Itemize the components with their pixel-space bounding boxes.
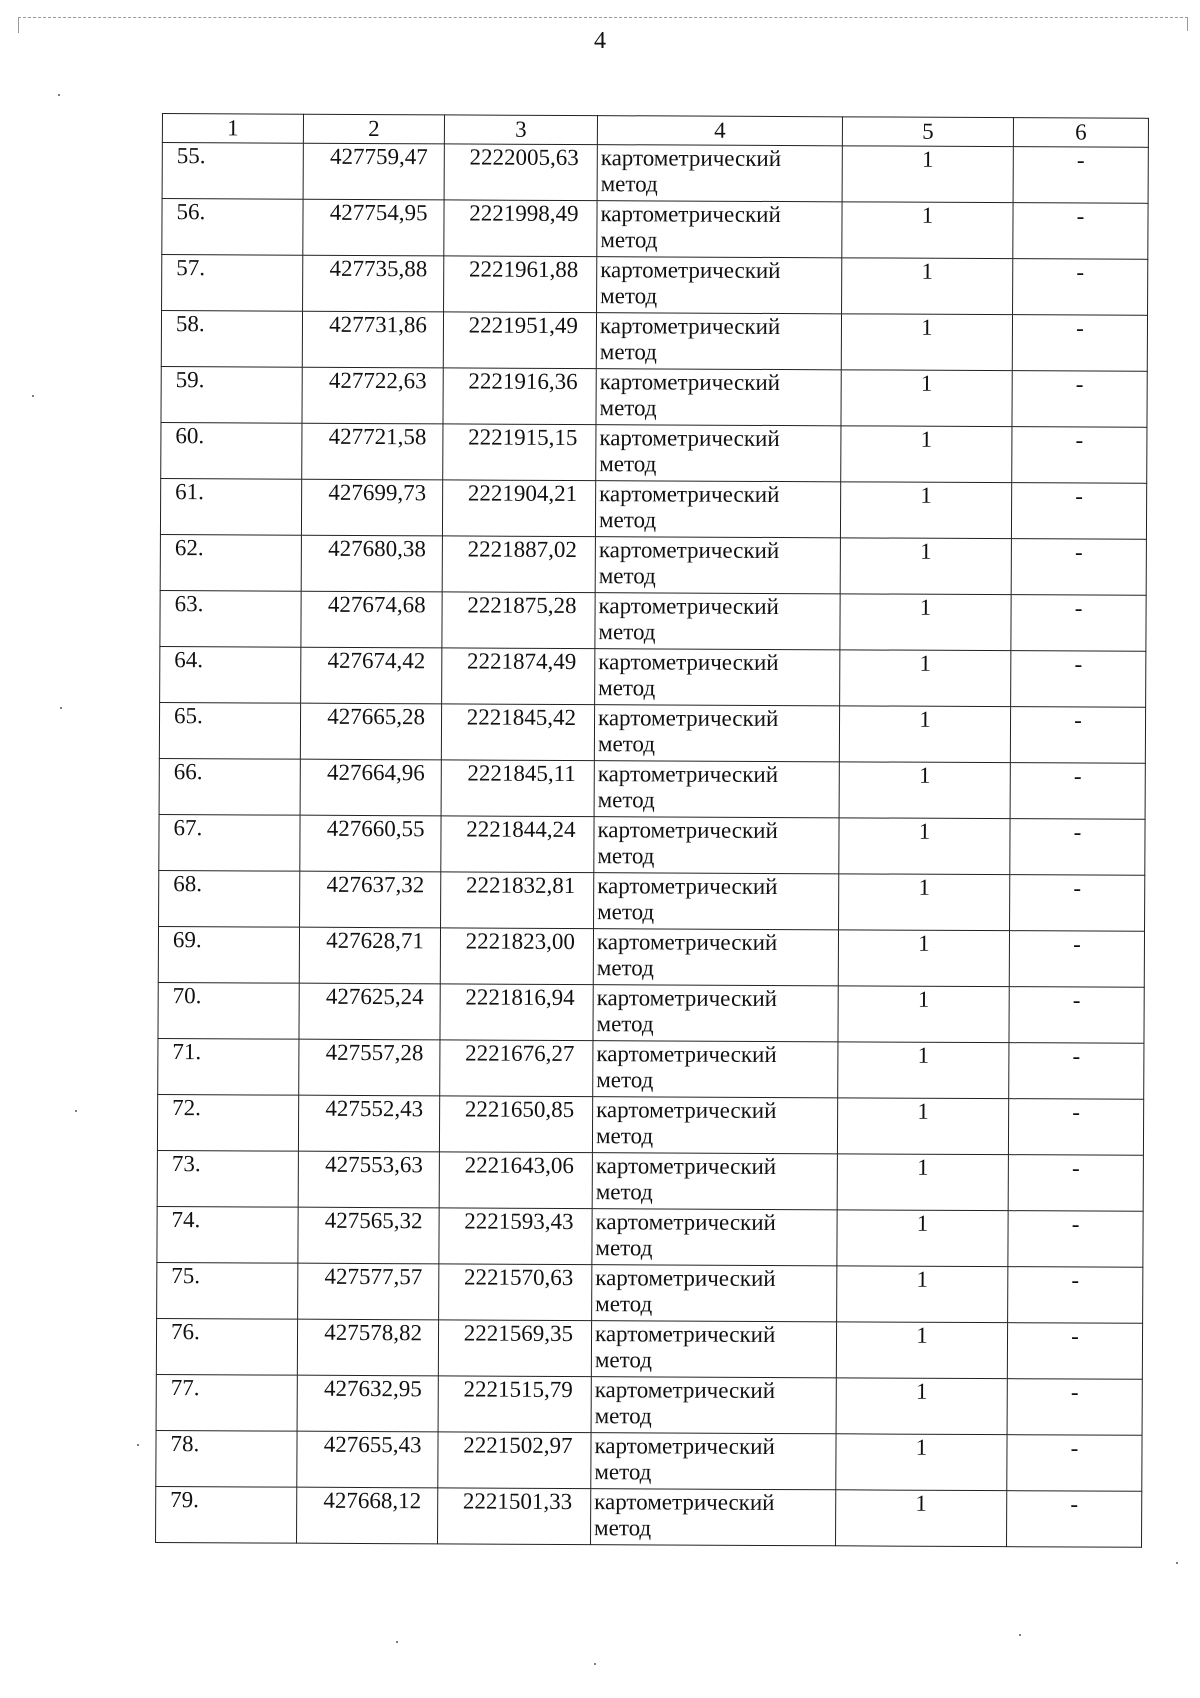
- column-6-cell: -: [1008, 1099, 1143, 1156]
- x-coordinate-cell: 427553,63: [298, 1151, 439, 1208]
- point-number-cell: 78.: [156, 1430, 297, 1487]
- point-number-cell: 55.: [162, 143, 303, 200]
- x-coordinate-cell: 427632,95: [297, 1375, 438, 1432]
- method-cell: картометрический метод: [592, 1265, 837, 1322]
- column-5-cell: 1: [837, 1098, 1008, 1155]
- column-6-cell: -: [1007, 1323, 1142, 1380]
- column-5-cell: 1: [839, 706, 1010, 763]
- table-row: [157, 1094, 1143, 1155]
- point-number-cell: 60.: [161, 422, 302, 479]
- x-coordinate-cell: 427735,88: [303, 255, 444, 312]
- x-coordinate-cell: 427565,32: [298, 1207, 439, 1264]
- table-body: [156, 143, 1149, 1548]
- method-cell: картометрический метод: [596, 425, 841, 482]
- x-coordinate-cell: 427680,38: [301, 535, 442, 592]
- method-cell: картометрический метод: [595, 537, 840, 594]
- x-coordinate-cell: 427578,82: [297, 1319, 438, 1376]
- point-number-cell: 63.: [160, 590, 301, 647]
- column-6-cell: -: [1013, 147, 1148, 204]
- column-6-cell: -: [1011, 651, 1146, 708]
- coordinates-table: [155, 113, 1149, 1548]
- table-row: [162, 255, 1148, 316]
- column-6-cell: -: [1010, 763, 1145, 820]
- point-number-cell: 56.: [162, 199, 303, 256]
- point-number-cell: 70.: [158, 982, 299, 1039]
- y-coordinate-cell: 2221874,49: [442, 648, 595, 705]
- column-6-cell: -: [1010, 875, 1145, 932]
- column-6-cell: -: [1011, 539, 1146, 596]
- column-6-cell: -: [1012, 315, 1147, 372]
- scan-speck: [60, 707, 62, 709]
- method-cell: картометрический метод: [593, 1041, 838, 1098]
- x-coordinate-cell: 427625,24: [299, 983, 440, 1040]
- y-coordinate-cell: 2221951,49: [443, 312, 596, 369]
- point-number-cell: 65.: [159, 702, 300, 759]
- point-number-cell: 58.: [161, 311, 302, 368]
- y-coordinate-cell: 2221515,79: [438, 1376, 591, 1433]
- column-5-cell: 1: [839, 874, 1010, 931]
- column-5-cell: 1: [838, 1042, 1009, 1099]
- point-number-cell: 67.: [159, 814, 300, 871]
- column-6-cell: -: [1012, 427, 1147, 484]
- column-5-cell: 1: [841, 426, 1012, 483]
- x-coordinate-cell: 427722,63: [302, 367, 443, 424]
- table-row: [158, 926, 1144, 987]
- column-6-cell: -: [1011, 595, 1146, 652]
- column-5-cell: 1: [836, 1490, 1007, 1547]
- y-coordinate-cell: 2221998,49: [444, 200, 597, 257]
- x-coordinate-cell: 427577,57: [298, 1263, 439, 1320]
- x-coordinate-cell: 427674,68: [301, 591, 442, 648]
- x-coordinate-cell: 427557,28: [299, 1039, 440, 1096]
- method-cell: картометрический метод: [593, 985, 838, 1042]
- method-cell: картометрический метод: [595, 481, 840, 538]
- column-5-cell: 1: [837, 1210, 1008, 1267]
- x-coordinate-cell: 427664,96: [300, 759, 441, 816]
- method-cell: картометрический метод: [592, 1209, 837, 1266]
- table-row: [156, 1374, 1142, 1435]
- scan-speck: [58, 94, 60, 96]
- x-coordinate-cell: 427660,55: [300, 815, 441, 872]
- y-coordinate-cell: 2221916,36: [443, 368, 596, 425]
- x-coordinate-cell: 427721,58: [302, 423, 443, 480]
- x-coordinate-cell: 427628,71: [299, 927, 440, 984]
- y-coordinate-cell: 2221650,85: [439, 1096, 592, 1153]
- column-6-cell: -: [1007, 1435, 1142, 1492]
- method-cell: картометрический метод: [592, 1153, 837, 1210]
- point-number-cell: 66.: [159, 758, 300, 815]
- method-cell: картометрический метод: [594, 761, 839, 818]
- method-cell: картометрический метод: [597, 257, 842, 314]
- y-coordinate-cell: 2221845,42: [441, 704, 594, 761]
- column-5-cell: 1: [837, 1154, 1008, 1211]
- table-row: [158, 1038, 1144, 1099]
- x-coordinate-cell: 427699,73: [301, 479, 442, 536]
- point-number-cell: 57.: [162, 255, 303, 312]
- y-coordinate-cell: 2221501,33: [438, 1488, 591, 1545]
- y-coordinate-cell: 2221915,15: [443, 424, 596, 481]
- point-number-cell: 62.: [160, 534, 301, 591]
- method-cell: картометрический метод: [597, 201, 842, 258]
- scan-speck: [1019, 1634, 1021, 1636]
- point-number-cell: 71.: [158, 1038, 299, 1095]
- x-coordinate-cell: 427637,32: [300, 871, 441, 928]
- table-row: [156, 1430, 1142, 1491]
- column-6-cell: -: [1013, 203, 1148, 260]
- column-5-cell: 1: [839, 762, 1010, 819]
- scan-speck: [137, 1444, 139, 1446]
- column-5-cell: 1: [838, 986, 1009, 1043]
- column-5-cell: 1: [836, 1322, 1007, 1379]
- table-row: [159, 702, 1145, 763]
- y-coordinate-cell: 2221569,35: [438, 1320, 591, 1377]
- method-cell: картометрический метод: [592, 1097, 837, 1154]
- table-row: [161, 422, 1147, 483]
- column-5-cell: 1: [838, 930, 1009, 987]
- column-5-cell: 1: [841, 370, 1012, 427]
- y-coordinate-cell: 2221887,02: [442, 536, 595, 593]
- y-coordinate-cell: 2221875,28: [442, 592, 595, 649]
- scan-speck: [75, 1110, 77, 1112]
- header-cell: 3: [444, 115, 597, 145]
- table-row: [161, 311, 1147, 372]
- method-cell: картометрический метод: [594, 873, 839, 930]
- page-number: 4: [594, 28, 606, 54]
- y-coordinate-cell: 2221502,97: [438, 1432, 591, 1489]
- x-coordinate-cell: 427731,86: [302, 311, 443, 368]
- point-number-cell: 77.: [156, 1374, 297, 1431]
- y-coordinate-cell: 2221593,43: [439, 1208, 592, 1265]
- table-row: [158, 982, 1144, 1043]
- point-number-cell: 69.: [158, 926, 299, 983]
- x-coordinate-cell: 427754,95: [303, 199, 444, 256]
- column-5-cell: 1: [837, 1266, 1008, 1323]
- method-cell: картометрический метод: [591, 1321, 836, 1378]
- y-coordinate-cell: 2221904,21: [442, 480, 595, 537]
- method-cell: картометрический метод: [597, 145, 842, 202]
- y-coordinate-cell: 2221816,94: [440, 984, 593, 1041]
- method-cell: картометрический метод: [595, 593, 840, 650]
- header-cell: 1: [162, 114, 303, 144]
- y-coordinate-cell: 2221844,24: [441, 816, 594, 873]
- method-cell: картометрический метод: [593, 929, 838, 986]
- table-row: [159, 870, 1145, 931]
- y-coordinate-cell: 2221570,63: [439, 1264, 592, 1321]
- column-6-cell: -: [1008, 1155, 1143, 1212]
- method-cell: картометрический метод: [591, 1377, 836, 1434]
- column-6-cell: -: [1009, 987, 1144, 1044]
- y-coordinate-cell: 2221832,81: [441, 872, 594, 929]
- point-number-cell: 68.: [159, 870, 300, 927]
- scan-speck: [594, 1663, 596, 1665]
- column-5-cell: 1: [836, 1378, 1007, 1435]
- header-cell: 2: [303, 114, 444, 144]
- column-5-cell: 1: [842, 202, 1013, 259]
- table-row: [157, 1262, 1143, 1323]
- method-cell: картометрический метод: [594, 817, 839, 874]
- header-cell: 4: [597, 116, 842, 146]
- column-5-cell: 1: [842, 146, 1013, 203]
- column-6-cell: -: [1009, 1043, 1144, 1100]
- column-5-cell: 1: [840, 482, 1011, 539]
- method-cell: картометрический метод: [595, 649, 840, 706]
- point-number-cell: 73.: [157, 1150, 298, 1207]
- y-coordinate-cell: 2221845,11: [441, 760, 594, 817]
- table-row: [159, 814, 1145, 875]
- column-6-cell: -: [1009, 931, 1144, 988]
- point-number-cell: 79.: [156, 1486, 297, 1543]
- table-row: [159, 758, 1145, 819]
- column-5-cell: 1: [840, 650, 1011, 707]
- point-number-cell: 72.: [157, 1094, 298, 1151]
- table-row: [160, 646, 1146, 707]
- column-5-cell: 1: [840, 538, 1011, 595]
- x-coordinate-cell: 427655,43: [297, 1431, 438, 1488]
- column-6-cell: -: [1008, 1267, 1143, 1324]
- x-coordinate-cell: 427674,42: [301, 647, 442, 704]
- column-6-cell: -: [1007, 1379, 1142, 1436]
- point-number-cell: 61.: [160, 478, 301, 535]
- point-number-cell: 59.: [161, 366, 302, 423]
- table-row: [160, 590, 1146, 651]
- scan-top-edge: [18, 17, 1188, 18]
- table-row: [156, 1486, 1142, 1547]
- scan-speck: [396, 1641, 398, 1643]
- x-coordinate-cell: 427668,12: [297, 1487, 438, 1544]
- point-number-cell: 74.: [157, 1206, 298, 1263]
- point-number-cell: 75.: [157, 1262, 298, 1319]
- y-coordinate-cell: 2221643,06: [439, 1152, 592, 1209]
- column-5-cell: 1: [840, 594, 1011, 651]
- method-cell: картометрический метод: [596, 369, 841, 426]
- column-5-cell: 1: [841, 314, 1012, 371]
- table-row: [157, 1150, 1143, 1211]
- column-5-cell: 1: [839, 818, 1010, 875]
- header-cell: 5: [842, 117, 1013, 147]
- table-row: [161, 366, 1147, 427]
- x-coordinate-cell: 427552,43: [298, 1095, 439, 1152]
- table-row: [156, 1318, 1142, 1379]
- y-coordinate-cell: 2221823,00: [440, 928, 593, 985]
- x-coordinate-cell: 427665,28: [300, 703, 441, 760]
- table-row: [160, 478, 1146, 539]
- column-6-cell: -: [1007, 1491, 1142, 1548]
- method-cell: картометрический метод: [591, 1489, 836, 1546]
- scan-speck: [32, 395, 34, 397]
- column-6-cell: -: [1011, 483, 1146, 540]
- point-number-cell: 64.: [160, 646, 301, 703]
- x-coordinate-cell: 427759,47: [303, 143, 444, 200]
- column-6-cell: -: [1013, 259, 1148, 316]
- y-coordinate-cell: 2222005,63: [444, 144, 597, 201]
- column-5-cell: 1: [842, 258, 1013, 315]
- column-6-cell: -: [1012, 371, 1147, 428]
- method-cell: картометрический метод: [596, 313, 841, 370]
- header-cell: 6: [1013, 118, 1148, 148]
- table-row: [162, 199, 1148, 260]
- scan-speck: [1176, 1562, 1178, 1564]
- method-cell: картометрический метод: [594, 705, 839, 762]
- column-6-cell: -: [1010, 707, 1145, 764]
- point-number-cell: 76.: [156, 1318, 297, 1375]
- y-coordinate-cell: 2221676,27: [440, 1040, 593, 1097]
- column-6-cell: -: [1010, 819, 1145, 876]
- method-cell: картометрический метод: [591, 1433, 836, 1490]
- column-6-cell: -: [1008, 1211, 1143, 1268]
- table-row: [160, 534, 1146, 595]
- column-5-cell: 1: [836, 1434, 1007, 1491]
- table-row: [162, 143, 1148, 204]
- table-row: [157, 1206, 1143, 1267]
- y-coordinate-cell: 2221961,88: [444, 256, 597, 313]
